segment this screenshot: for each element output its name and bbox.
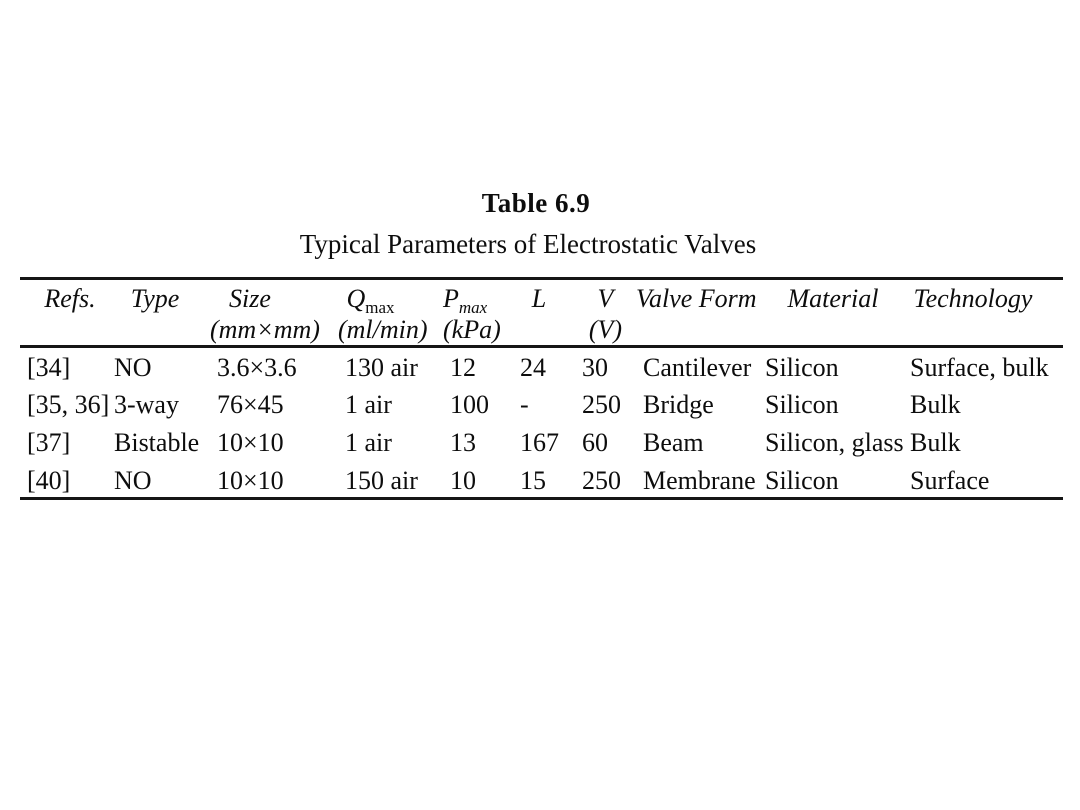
cell-material: Silicon, glass xyxy=(765,427,904,457)
col-header-label: Refs. xyxy=(44,284,96,313)
cell-pmax: 13 xyxy=(450,427,476,457)
cell-size: 10×10 xyxy=(217,465,284,495)
cell-pmax: 12 xyxy=(450,353,476,382)
cell-type: NO xyxy=(114,465,152,495)
cell-valve_form: Cantilever xyxy=(643,353,752,382)
cell-l: - xyxy=(520,389,529,419)
col-header-label: V xyxy=(597,284,614,313)
cell-refs: [40] xyxy=(27,465,71,495)
cell-type: 3-way xyxy=(114,389,179,419)
col-header-unit: (V) xyxy=(588,315,623,344)
table-row xyxy=(20,347,1063,385)
col-header-subscript: max xyxy=(458,298,488,318)
cell-size: 76×45 xyxy=(217,389,284,419)
col-header-label: L xyxy=(531,284,547,313)
col-header-subscript: max xyxy=(365,298,395,318)
col-header-pmax xyxy=(443,279,513,347)
cell-valve_form: Beam xyxy=(643,427,704,457)
col-header-v xyxy=(575,279,636,347)
cell-l: 24 xyxy=(520,353,546,382)
table-caption-title: Typical Parameters of Electrostatic Valves xyxy=(299,229,757,259)
cell-qmax: 1 air xyxy=(345,389,392,419)
cell-qmax: 150 air xyxy=(345,465,418,495)
cell-type: NO xyxy=(114,353,152,382)
table-row xyxy=(20,423,1063,461)
table-row xyxy=(20,461,1063,499)
cell-technology: Bulk xyxy=(910,389,961,419)
table-row xyxy=(20,385,1063,423)
cell-refs: [35, 36] xyxy=(27,389,110,419)
col-header-size xyxy=(210,279,338,347)
cell-v: 60 xyxy=(582,427,608,457)
cell-l: 167 xyxy=(520,427,559,457)
col-header-refs xyxy=(20,279,107,347)
cell-valve_form: Bridge xyxy=(643,389,714,419)
cell-refs: [37] xyxy=(27,427,71,457)
col-header-label: Type xyxy=(130,284,180,313)
cell-pmax: 10 xyxy=(450,465,476,495)
col-header-material xyxy=(758,279,903,347)
col-header-label: Material xyxy=(787,284,879,313)
col-header-l xyxy=(513,279,575,347)
col-header-technology xyxy=(903,279,1063,347)
cell-technology: Surface, bulk xyxy=(910,353,1049,382)
table-body xyxy=(20,347,1063,499)
cell-v: 250 xyxy=(582,389,621,419)
col-header-label: Q xyxy=(346,284,366,313)
cell-qmax: 1 air xyxy=(345,427,392,457)
cell-material: Silicon xyxy=(765,465,839,495)
cell-material: Silicon xyxy=(765,389,839,419)
cell-size: 3.6×3.6 xyxy=(217,353,297,382)
col-header-label: Size xyxy=(229,284,271,313)
col-header-type xyxy=(107,279,210,347)
col-header-label: P xyxy=(443,284,459,313)
col-header-label: Valve Form xyxy=(636,284,757,313)
cell-size: 10×10 xyxy=(217,427,284,457)
col-header-unit: (ml/min) xyxy=(338,315,428,344)
col-header-label: Technology xyxy=(913,284,1033,313)
header-row xyxy=(20,279,1063,347)
cell-qmax: 130 air xyxy=(345,353,418,382)
col-header-unit: (kPa) xyxy=(443,315,501,344)
cell-v: 250 xyxy=(582,465,621,495)
cell-valve_form: Membrane xyxy=(643,465,756,495)
cell-l: 15 xyxy=(520,465,546,495)
cell-technology: Bulk xyxy=(910,427,961,457)
electrostatic-valves-table xyxy=(20,277,1063,500)
col-header-unit: (mm×mm) xyxy=(210,315,320,344)
cell-refs: [34] xyxy=(27,353,71,382)
cell-type: Bistable xyxy=(114,427,200,457)
col-header-qmax xyxy=(338,279,443,347)
col-header-valve_form xyxy=(636,279,758,347)
cell-technology: Surface xyxy=(910,465,990,495)
cell-material: Silicon xyxy=(765,353,839,382)
table-caption-number: Table 6.9 xyxy=(481,188,591,218)
cell-v: 30 xyxy=(582,353,608,382)
cell-pmax: 100 xyxy=(450,389,489,419)
